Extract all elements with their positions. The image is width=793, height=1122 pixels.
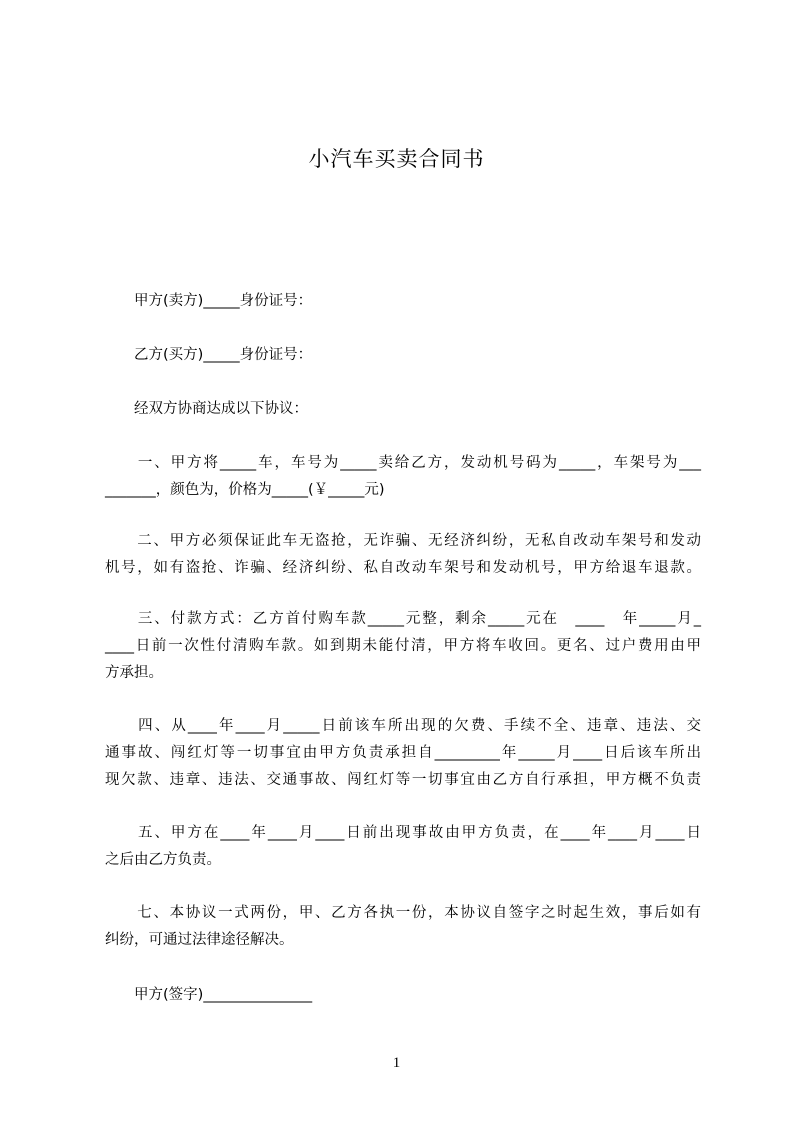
seller-signature-line: 甲方(签字)_______________ [105,987,313,1003]
clause-4-line-1: 四、从____年____月_____日前该车所出现的欠费、手续不全、违章、违法、交 [105,718,701,734]
seller-line: 甲方(卖方)_____身份证号： [105,293,313,309]
clause-4-line-2: 通事故、闯红灯等一切事宜由甲方负责承担自_________年_____月____日后该车所出 [105,745,701,761]
agreement-intro: 经双方协商达成以下协议： [105,401,308,417]
buyer-line: 乙方(买方)_____身份证号： [105,347,313,363]
clause-3-line-3: 方承担。 [105,665,163,681]
clause-2-line-2: 机号，如有盗抢、诈骗、经济纠纷、私自改动车架号和发动机号，甲方给退车退款。 [105,560,701,576]
clause-7-line-2: 纠纷，可通过法律途径解决。 [105,932,294,948]
clause-1-line-2: _______，颜色为，价格为_____(￥_____元) [105,482,385,498]
clause-3-line-2: ____日前一次性付清购车款。如到期未能付清，甲方将车收回。更名、过户费用由甲 [105,638,701,654]
clause-5-line-2: 之后由乙方负责。 [105,852,221,868]
clause-1-line-1: 一、甲方将_____车，车号为_____卖给乙方，发动机号码为_____，车架号为___ [105,455,701,471]
page-number: 1 [392,1055,401,1071]
clause-7-line-1: 七、本协议一式两份，甲、乙方各执一份，本协议自签字之时起生效，事后如有 [105,905,701,921]
document-title: 小汽车买卖合同书 [308,147,485,171]
clause-3-line-1: 三、付款方式：乙方首付购车款_____元整，剩余_____元在 ____ 年_____月_ [105,611,701,627]
clause-4-line-3: 现欠款、违章、违法、交通事故、闯红灯等一切事宜由乙方自行承担，甲方概不负责 [105,772,701,788]
clause-2-line-1: 二、甲方必须保证此车无盗抢，无诈骗、无经济纠纷，无私自改动车架号和发动 [105,533,701,549]
clause-5-line-1: 五、甲方在____年____月____日前出现事故由甲方负责，在____年____月____日 [105,825,701,841]
